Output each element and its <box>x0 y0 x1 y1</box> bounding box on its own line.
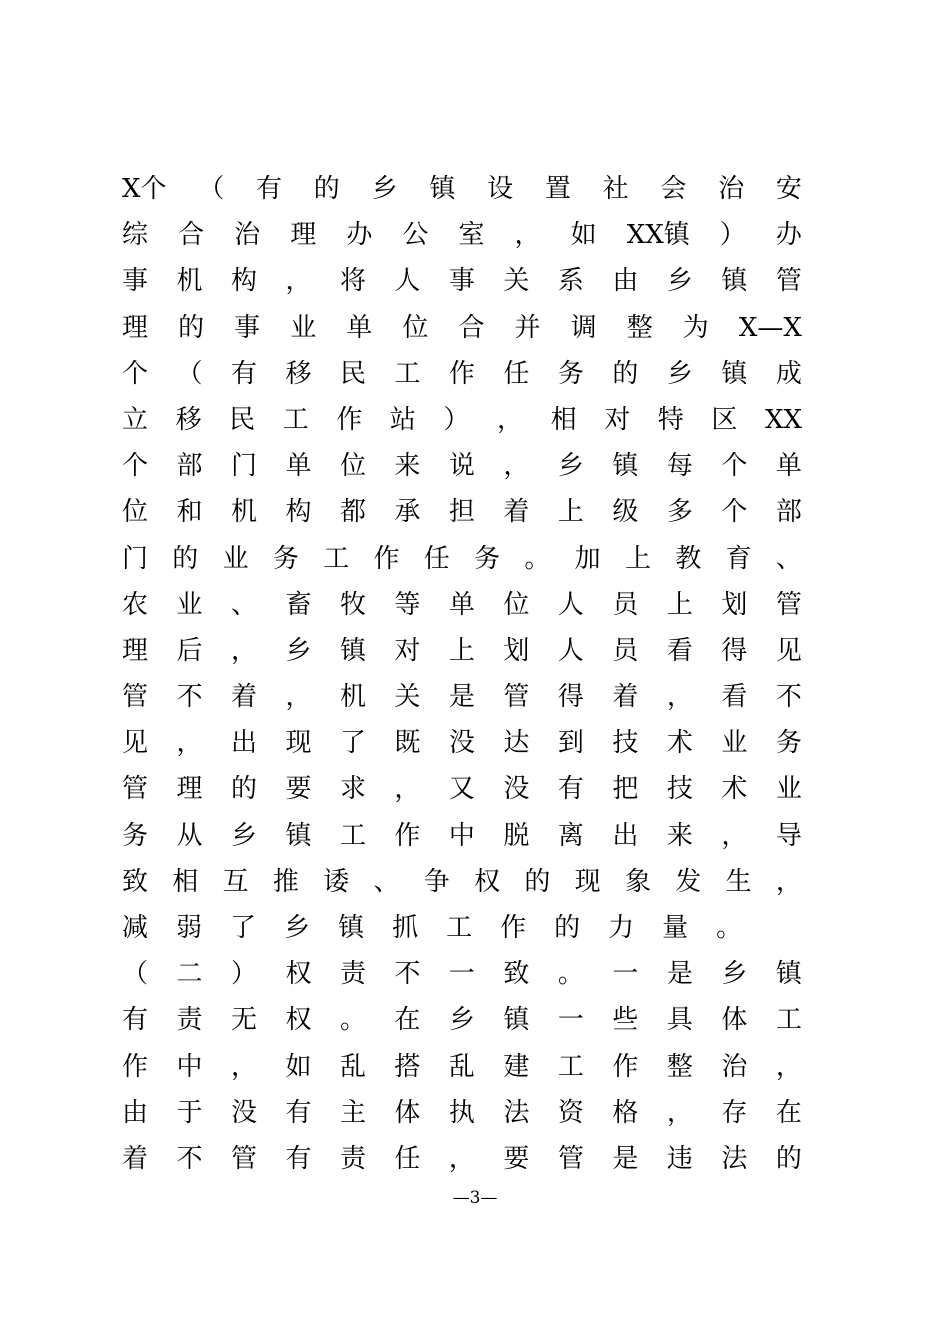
text-line: 理 后 ， 乡 镇 对 上 划 人 员 看 得 见 <box>122 635 802 666</box>
text-line: 管 理 的 要 求 ， 又 没 有 把 技 术 业 <box>122 774 802 805</box>
text-line: 有 责 无 权 。 在 乡 镇 一 些 具 体 工 <box>122 1005 802 1036</box>
text-line: 致 相 互 推 诿 、 争 权 的 现 象 发 生 ， <box>122 866 802 897</box>
body-text <box>122 166 822 1182</box>
page-number: —3— <box>452 1188 498 1208</box>
text-line: 事 机 构 ， 将 人 事 关 系 由 乡 镇 管 <box>122 266 802 297</box>
text-line: 着 不 管 有 责 任 ， 要 管 是 违 法 的 <box>122 1143 802 1174</box>
text-line: 个 （ 有 移 民 工 作 任 务 的 乡 镇 成 <box>122 358 802 389</box>
text-line: 务 从 乡 镇 工 作 中 脱 离 出 来 ， 导 <box>122 820 802 851</box>
text-line: 门 的 业 务 工 作 任 务 。 加 上 教 育 、 <box>122 543 802 574</box>
text-line: 由 于 没 有 主 体 执 法 资 格 ， 存 在 <box>122 1097 802 1128</box>
text-line: 位 和 机 构 都 承 担 着 上 级 多 个 部 <box>122 497 802 528</box>
text-line: 个 部 门 单 位 来 说 ， 乡 镇 每 个 单 <box>122 451 802 482</box>
text-line: 作 中 ， 如 乱 搭 乱 建 工 作 整 治 ， <box>122 1051 802 1082</box>
text-line: （ 二 ） 权 责 不 一 致 。 一 是 乡 镇 <box>122 959 802 990</box>
text-line: 见 ， 出 现 了 既 没 达 到 技 术 业 务 <box>122 728 802 759</box>
text-line: X个 （ 有 的 乡 镇 设 置 社 会 治 安 <box>122 174 802 204</box>
text-line: 立 移 民 工 作 站 ） ， 相 对 特 区 XX <box>122 404 802 435</box>
text-line: 综 合 治 理 办 公 室 ， 如 XX镇 ） 办 <box>122 220 802 251</box>
text-line: 理 的 事 业 单 位 合 并 调 整 为 X—X <box>122 312 802 343</box>
text-line: 管 不 着 ， 机 关 是 管 得 着 ， 看 不 <box>122 682 802 713</box>
text-line: 减 弱 了 乡 镇 抓 工 作 的 力 量 。 <box>122 913 743 943</box>
text-line: 农 业 、 畜 牧 等 单 位 人 员 上 划 管 <box>122 589 802 620</box>
